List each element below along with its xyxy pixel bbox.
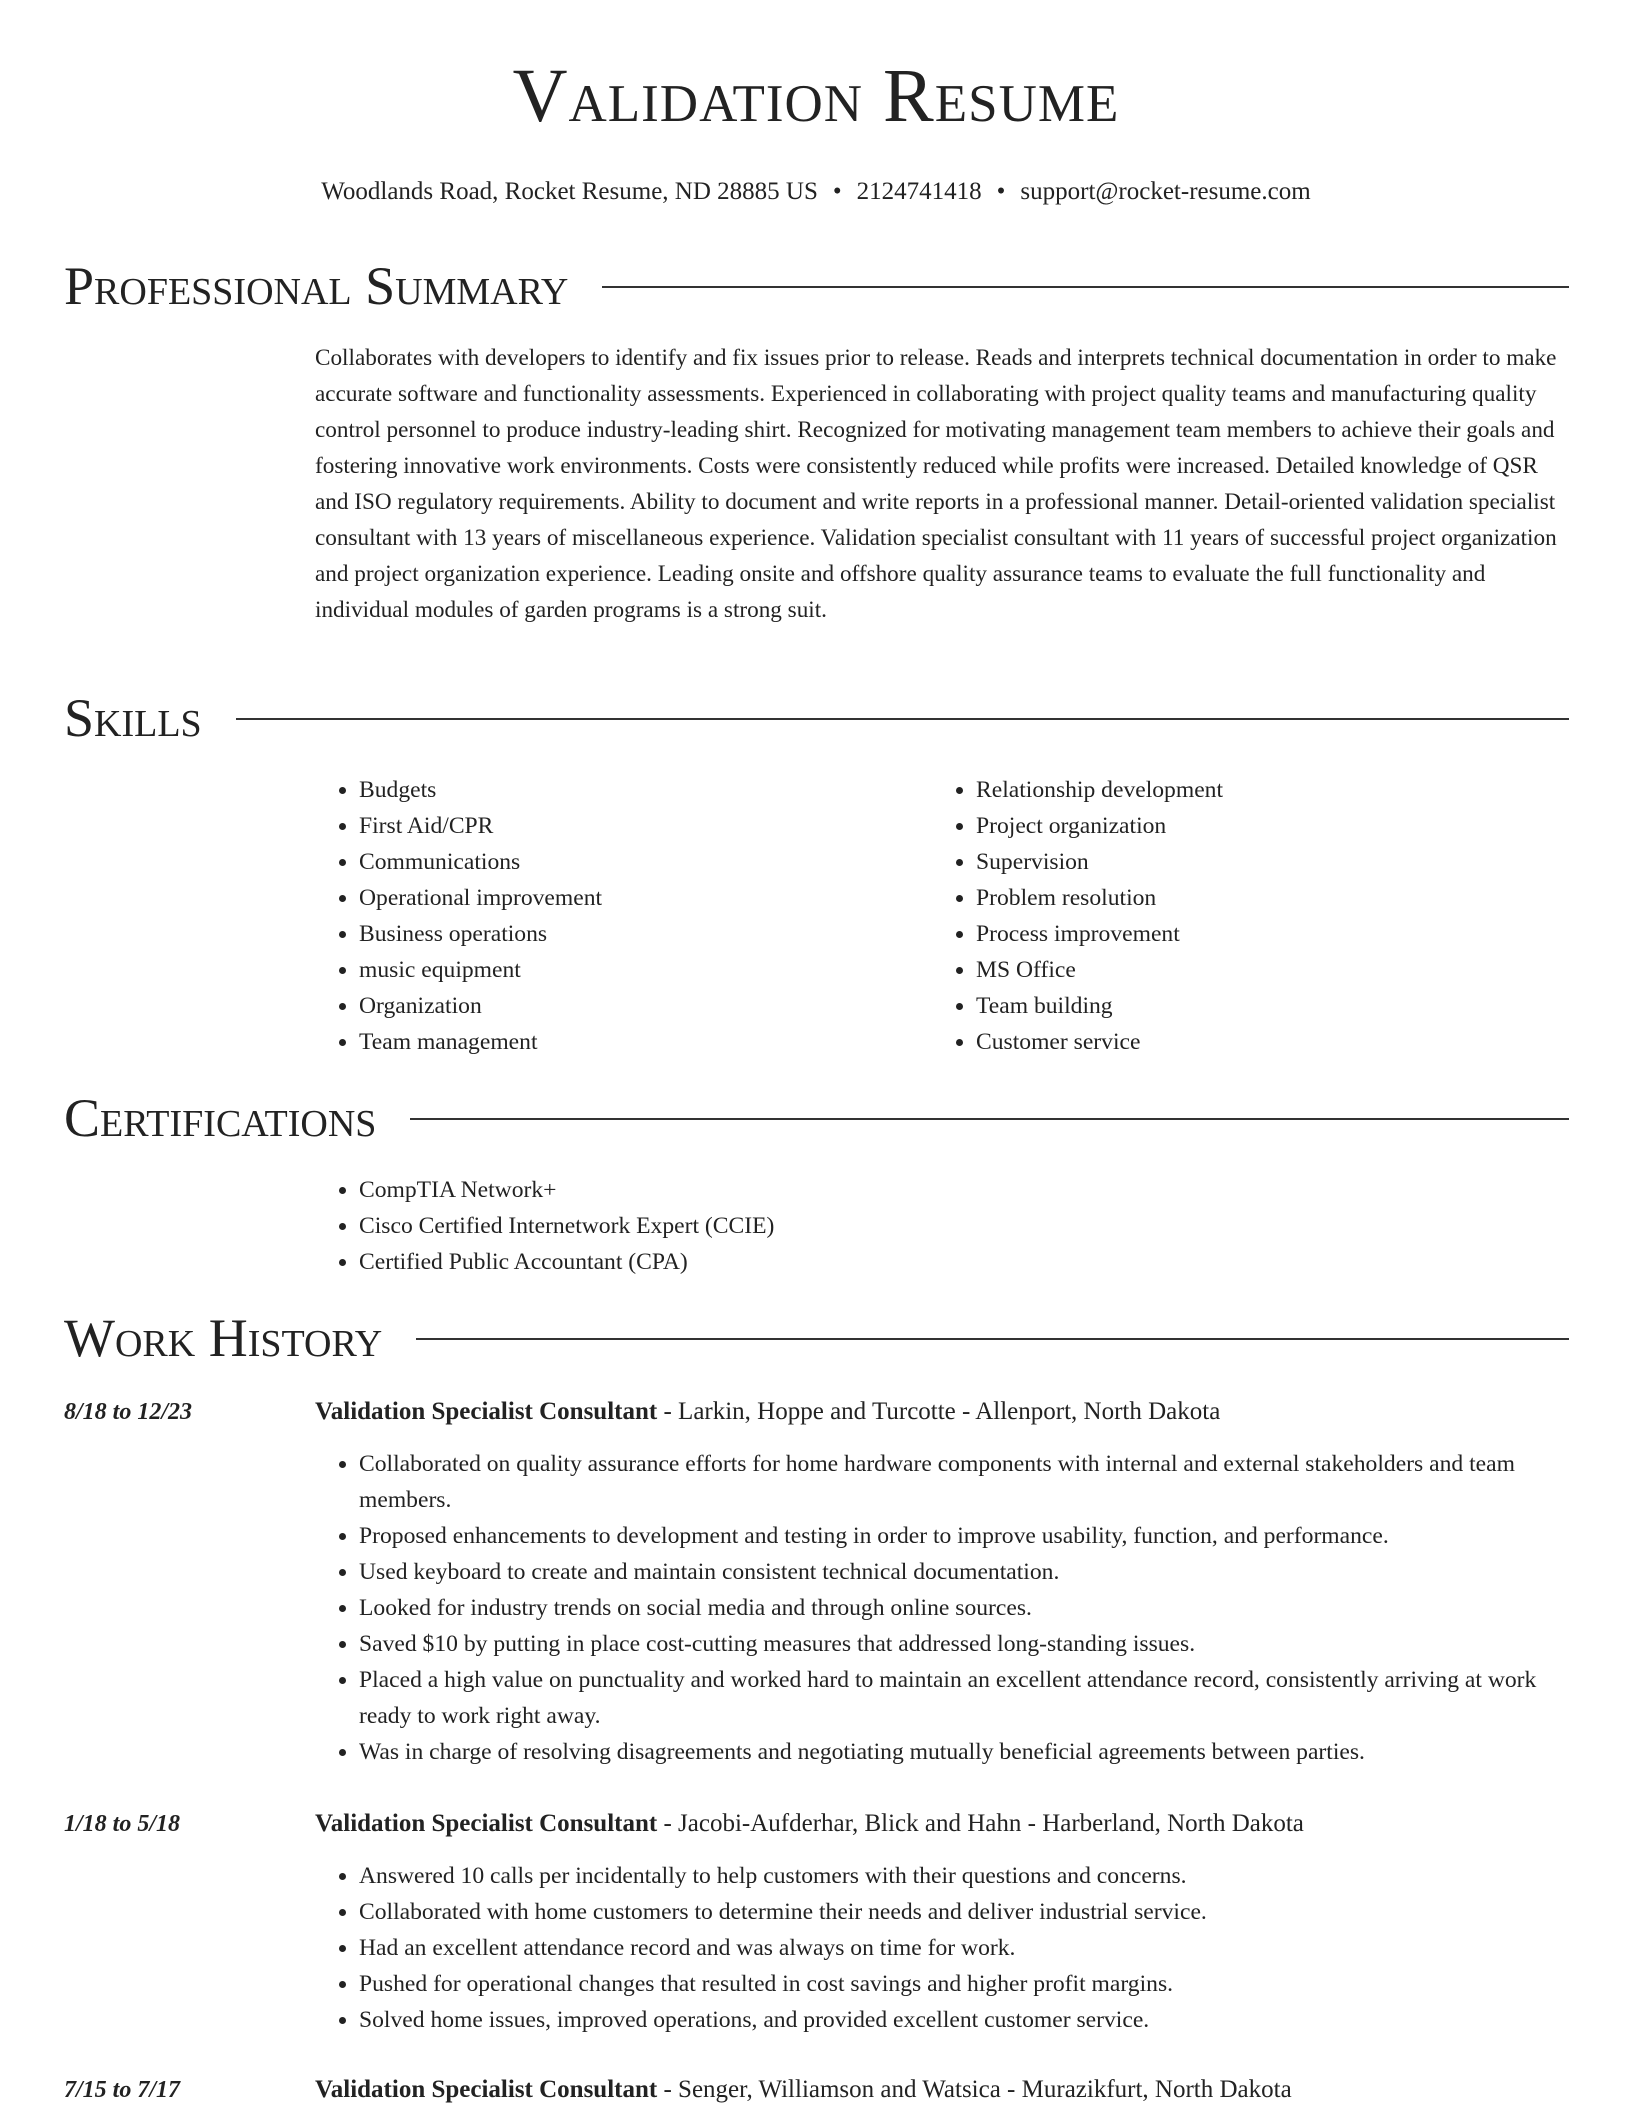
certification-item: • CompTIA Network+	[359, 1172, 1315, 1208]
skill-item: • Communications	[359, 844, 915, 880]
job-heading	[315, 2072, 1571, 2108]
summary-section-title: Professional Summary	[64, 256, 569, 316]
job-title: Validation Specialist Consultant	[315, 1398, 658, 1425]
job-bullet: • Placed a high value on punctuality and worked hard to maintain an excellent attendance record, consistently arriving at work ready to work right away.	[359, 1662, 1571, 1734]
skill-item: • Team management	[359, 1024, 915, 1060]
contact-address: Woodlands Road, Rocket Resume, ND 28885 US	[321, 178, 818, 205]
resume-name: Validation Resume	[512, 54, 1120, 138]
job-bullet: • Used keyboard to create and maintain consistent technical documentation.	[359, 1554, 1571, 1590]
certification-item: • Certified Public Accountant (CPA)	[359, 1244, 1315, 1280]
job-bullet: • Solved home issues, improved operations, and provided excellent customer service.	[359, 2002, 1571, 2038]
section-divider	[416, 1338, 1569, 1340]
job-heading	[315, 1806, 1571, 1842]
certifications-section-title: Certifications	[64, 1088, 377, 1148]
job-bullet-list	[315, 1858, 1571, 2038]
skill-item: • First Aid/CPR	[359, 808, 915, 844]
certification-item: • Cisco Certified Internetwork Expert (CCIE)	[359, 1208, 1315, 1244]
skill-item: • Project organization	[976, 808, 1552, 844]
skill-item: • Customer service	[976, 1024, 1552, 1060]
job-employer-location: - Senger, Williamson and Watsica - Murazikfurt, North Dakota	[657, 2076, 1292, 2103]
job-dates: 8/18 to 12/23	[64, 1399, 193, 1425]
certifications-section-header	[64, 1088, 1569, 1148]
skill-item: • Supervision	[976, 844, 1552, 880]
skills-section-title: Skills	[64, 688, 202, 748]
skills-column-left	[315, 772, 915, 1060]
job-responsibilities	[315, 1446, 1571, 1770]
job-employer-location: - Jacobi-Aufderhar, Blick and Hahn - Harberland, North Dakota	[657, 1810, 1304, 1837]
contact-line	[0, 176, 1632, 208]
job-responsibilities	[315, 1858, 1571, 2038]
certifications-block	[315, 1172, 1315, 1280]
summary-section-header	[64, 256, 1569, 316]
contact-phone[interactable]: 2124741418	[856, 178, 982, 205]
section-divider	[602, 286, 1569, 288]
summary-text: Collaborates with developers to identify and fix issues prior to release. Reads and interprets technical documentation in order to make accurate software and functionality assessments. Experienced in collaborating with project quality teams and manufacturing quality control personnel to produce industry-leading shirt. Recognized for motivating management team members to achieve their goals and fostering innovative work environments. Costs were consistently reduced while profits were increased. Detailed knowledge of QSR and ISO regulatory requirements. Ability to document and write reports in a professional manner. Detail-oriented validation specialist consultant with 13 years of miscellaneous experience. Validation specialist consultant with 11 years of successful project organization and project organization experience. Leading onsite and offshore quality assurance teams to evaluate the full functionality and individual modules of garden programs is a strong suit.	[315, 345, 1557, 623]
certifications-list	[315, 1172, 1315, 1280]
job-employer-location: - Larkin, Hoppe and Turcotte - Allenport, North Dakota	[657, 1398, 1221, 1425]
contact-separator: •	[832, 178, 842, 205]
work-history-section-title: Work History	[64, 1308, 383, 1368]
skills-column-right	[932, 772, 1552, 1060]
skill-item: • Operational improvement	[359, 880, 915, 916]
skills-list-left	[315, 772, 915, 1060]
job-title: Validation Specialist Consultant	[315, 2076, 658, 2103]
skills-list-right	[932, 772, 1552, 1060]
skill-item: • Problem resolution	[976, 880, 1552, 916]
section-divider	[410, 1118, 1569, 1120]
job-heading	[315, 1394, 1571, 1430]
contact-separator: •	[996, 178, 1006, 205]
job-bullet: • Saved $10 by putting in place cost-cutting measures that addressed long-standing issues.	[359, 1626, 1571, 1662]
job-bullet: • Proposed enhancements to development and testing in order to improve usability, function, and performance.	[359, 1518, 1571, 1554]
job-bullet: • Answered 10 calls per incidentally to help customers with their questions and concerns.	[359, 1858, 1571, 1894]
work-history-section-header	[64, 1308, 1569, 1368]
skill-item: • music equipment	[359, 952, 915, 988]
skill-item: • Process improvement	[976, 916, 1552, 952]
job-title: Validation Specialist Consultant	[315, 1810, 658, 1837]
job-bullet: • Was in charge of resolving disagreements and negotiating mutually beneficial agreements between parties.	[359, 1734, 1571, 1770]
skill-item: • MS Office	[976, 952, 1552, 988]
skills-section-header	[64, 688, 1569, 748]
section-divider	[236, 718, 1569, 720]
job-bullet-list	[315, 1446, 1571, 1770]
job-bullet: • Pushed for operational changes that resulted in cost savings and higher profit margins.	[359, 1966, 1571, 2002]
skill-item: • Budgets	[359, 772, 915, 808]
contact-email[interactable]: support@rocket-resume.com	[1020, 178, 1311, 205]
job-bullet: • Collaborated with home customers to determine their needs and deliver industrial service.	[359, 1894, 1571, 1930]
skill-item: • Business operations	[359, 916, 915, 952]
job-bullet: • Collaborated on quality assurance efforts for home hardware components with internal and external stakeholders and team members.	[359, 1446, 1571, 1518]
job-bullet: • Looked for industry trends on social media and through online sources.	[359, 1590, 1571, 1626]
skill-item: • Team building	[976, 988, 1552, 1024]
job-dates: 1/18 to 5/18	[64, 1811, 181, 1837]
job-dates: 7/15 to 7/17	[64, 2077, 181, 2103]
job-bullet: • Had an excellent attendance record and was always on time for work.	[359, 1930, 1571, 1966]
skill-item: • Organization	[359, 988, 915, 1024]
skill-item: • Relationship development	[976, 772, 1552, 808]
